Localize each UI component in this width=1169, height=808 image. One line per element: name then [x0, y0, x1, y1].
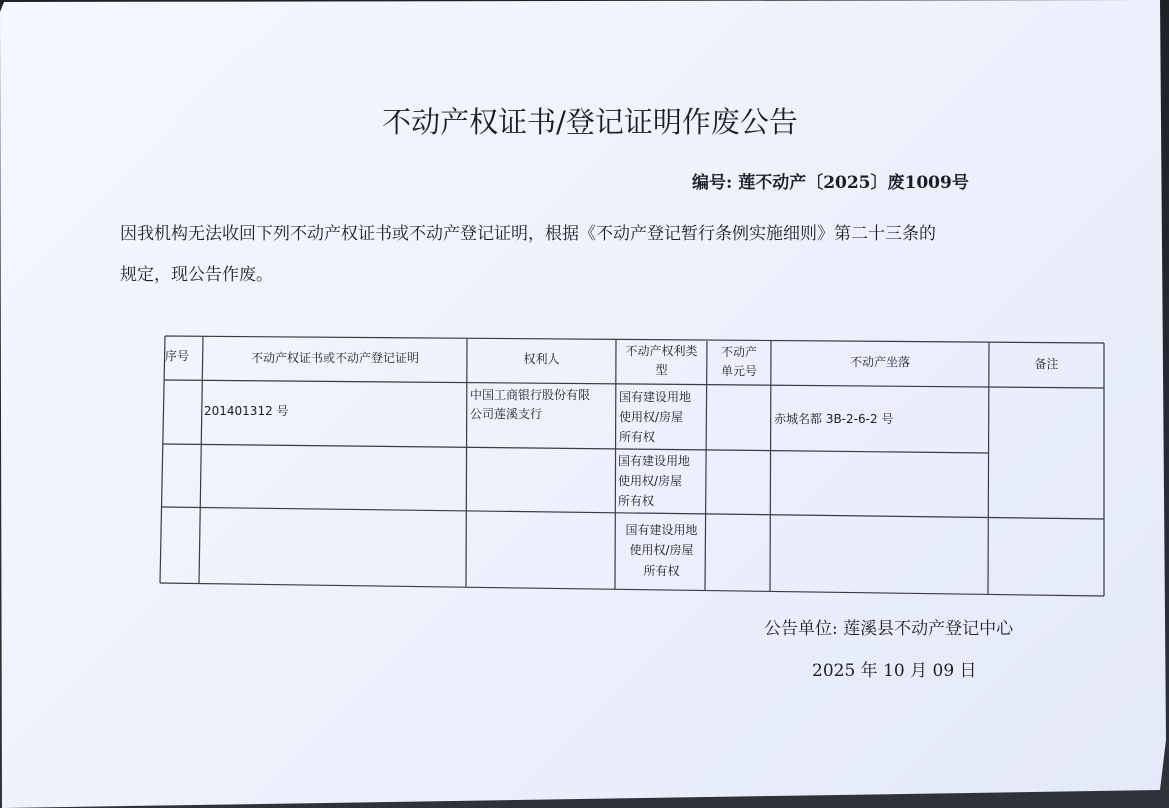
- col-divider-6: [988, 342, 989, 594]
- cell-right-type-line-3: 所有权: [618, 494, 655, 508]
- notice-body-line-1: 因我机构无法收回下列不动产权证书或不动产登记证明，根据《不动产登记暂行条例实施细则》第二十三条的: [120, 224, 936, 244]
- header-location: 不动产坐落: [849, 355, 910, 369]
- cell-right-type-line-2: 使用权/房屋: [619, 410, 684, 424]
- cell-right-type-line-2: 使用权/房屋: [618, 474, 683, 488]
- cell-right-type-line-1: 国有建设用地: [618, 454, 691, 468]
- header-right-type-line-1: 不动产权利类: [625, 344, 698, 358]
- cell-holder-line-1: 中国工商银行股份有限: [470, 388, 591, 402]
- header-remarks: 备注: [1034, 357, 1059, 371]
- col-divider-1: [199, 337, 203, 584]
- cell-right-type-line-3: 所有权: [619, 430, 656, 444]
- cell-right-type-line-1: 国有建设用地: [625, 523, 698, 537]
- notice-body-line-2: 规定，现公告作废。: [120, 265, 273, 285]
- col-divider-2: [466, 339, 467, 587]
- header-row-divider: [164, 380, 1104, 388]
- header-unit-no-line-2: 单元号: [720, 364, 757, 378]
- cell-right-type-line-2: 使用权/房屋: [629, 543, 694, 557]
- cell-location: 赤城名都 3B-2-6-2 号: [774, 412, 894, 426]
- header-holder: 权利人: [523, 352, 560, 366]
- table-bottom-border: [160, 583, 1104, 596]
- header-right-type-line-2: 型: [655, 363, 668, 377]
- issuer: 公告单位: 莲溪县不动产登记中心: [764, 619, 1014, 639]
- cell-right-type-line-3: 所有权: [643, 564, 680, 578]
- header-certificate: 不动产权证书或不动产登记证明: [250, 351, 419, 365]
- header-seq: 序号: [165, 349, 190, 363]
- row-divider-1: [163, 444, 989, 453]
- notice-title: 不动产权证书/登记证明作废公告: [382, 105, 798, 139]
- cell-right-type-line-1: 国有建设用地: [619, 390, 692, 404]
- table-left-border: [160, 336, 165, 583]
- document-number: 编号: 莲不动产〔2025〕废1009号: [692, 173, 969, 193]
- notice-date: 2025 年 10 月 09 日: [812, 661, 977, 681]
- cell-holder-line-2: 公司莲溪支行: [470, 407, 543, 421]
- header-unit-no-line-1: 不动产: [720, 345, 757, 359]
- cell-certificate: 201401312 号: [204, 404, 289, 418]
